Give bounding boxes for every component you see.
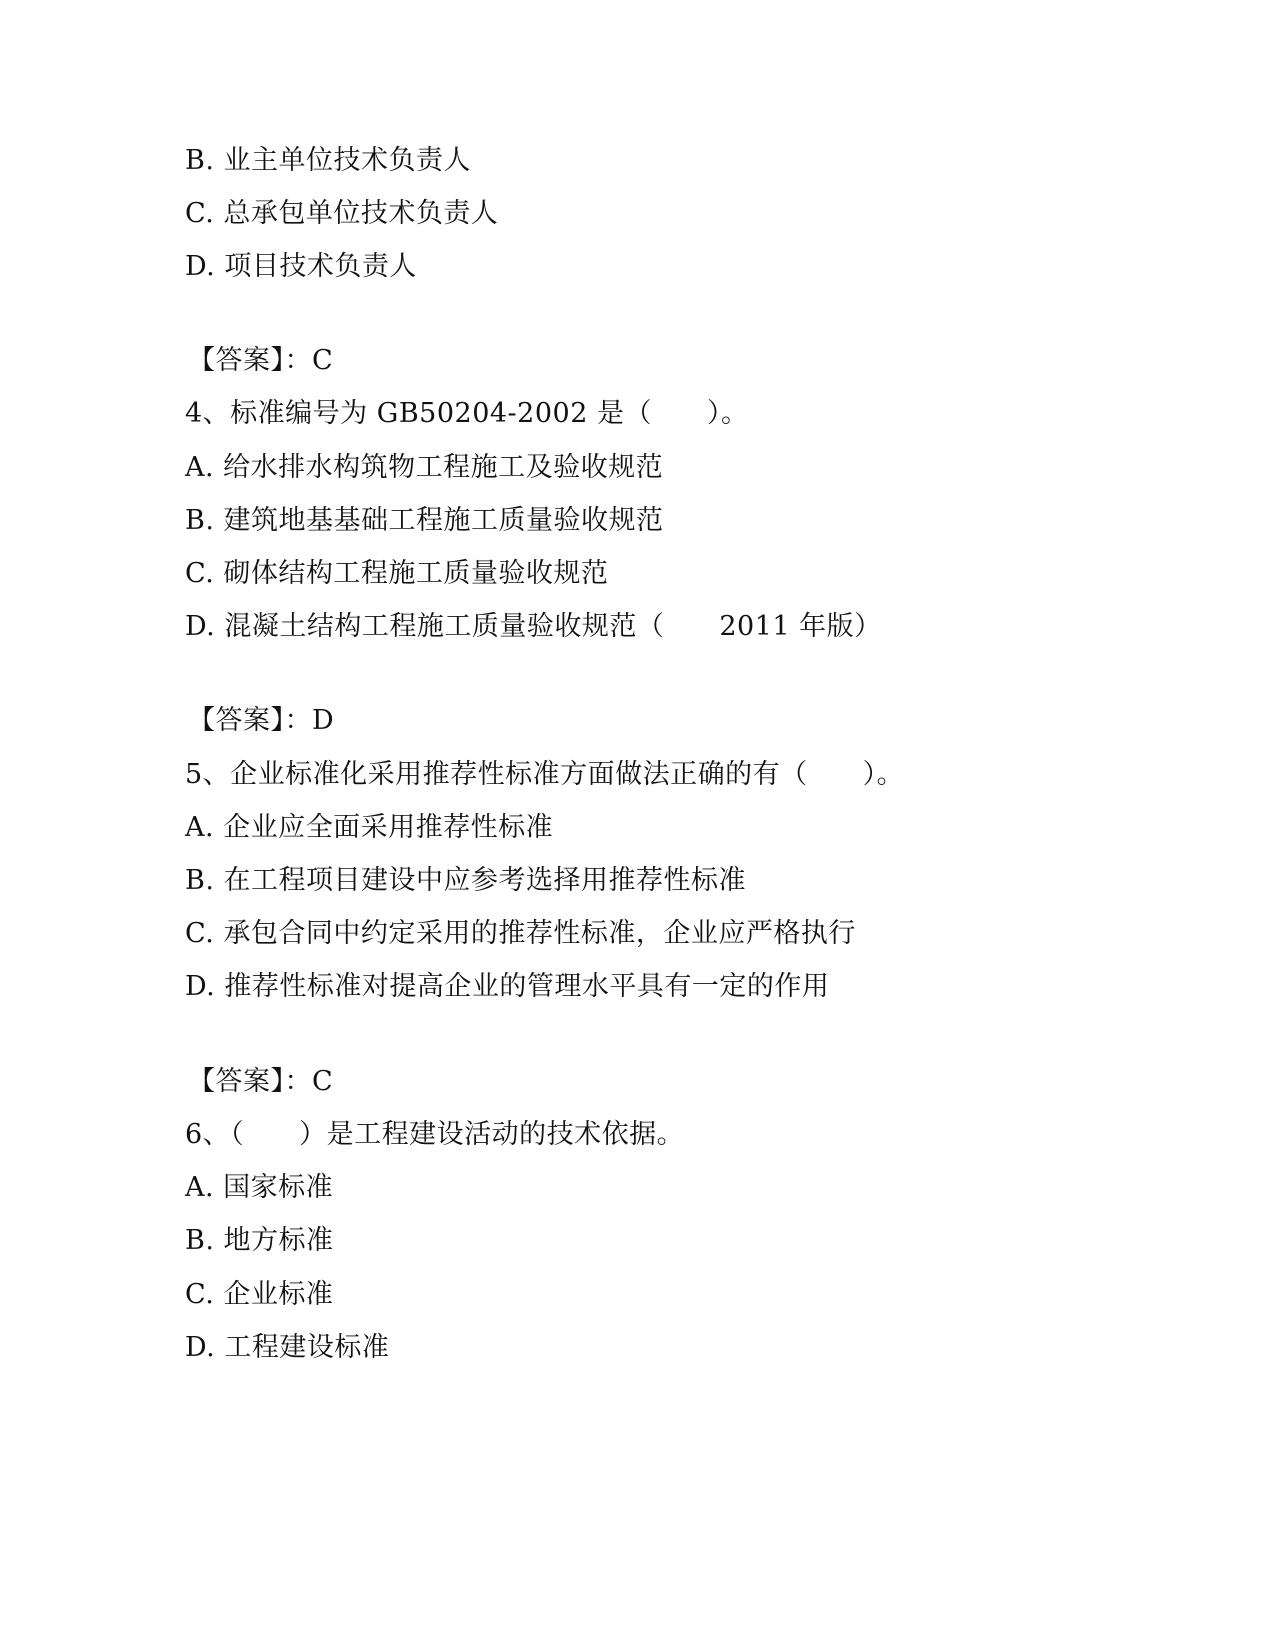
- q4-option-c: C. 砌体结构工程施工质量验收规范: [185, 558, 609, 589]
- q5-option-c: C. 承包合同中约定采用的推荐性标准，企业应严格执行: [185, 918, 856, 949]
- q4-question: 4、标准编号为 GB50204-2002 是（ ）。: [185, 398, 749, 429]
- q4-answer: 【答案】：D: [188, 705, 335, 736]
- q5-option-b: B. 在工程项目建设中应参考选择用推荐性标准: [185, 865, 747, 896]
- q4-option-d: D. 混凝土结构工程施工质量验收规范（ 2011 年版）: [185, 611, 882, 642]
- q5-question: 5、企业标准化采用推荐性标准方面做法正确的有（ ）。: [185, 759, 905, 790]
- q6-question: 6、（ ）是工程建设活动的技术依据。: [185, 1119, 685, 1150]
- q3-answer: 【答案】：C: [188, 345, 334, 376]
- q4-option-b: B. 建筑地基基础工程施工质量验收规范: [185, 505, 664, 536]
- q6-option-c: C. 企业标准: [185, 1279, 334, 1310]
- q3-option-c: C. 总承包单位技术负责人: [185, 198, 499, 229]
- q5-option-a: A. 企业应全面采用推荐性标准: [185, 812, 554, 843]
- q3-option-d: D. 项目技术负责人: [185, 251, 417, 282]
- q5-option-d: D. 推荐性标准对提高企业的管理水平具有一定的作用: [185, 971, 830, 1002]
- q4-option-a: A. 给水排水构筑物工程施工及验收规范: [185, 452, 664, 483]
- q6-option-d: D. 工程建设标准: [185, 1332, 390, 1363]
- q6-option-a: A. 国家标准: [185, 1172, 334, 1203]
- q5-answer: 【答案】：C: [188, 1066, 334, 1097]
- q3-option-b: B. 业主单位技术负责人: [185, 145, 472, 176]
- q6-option-b: B. 地方标准: [185, 1225, 334, 1256]
